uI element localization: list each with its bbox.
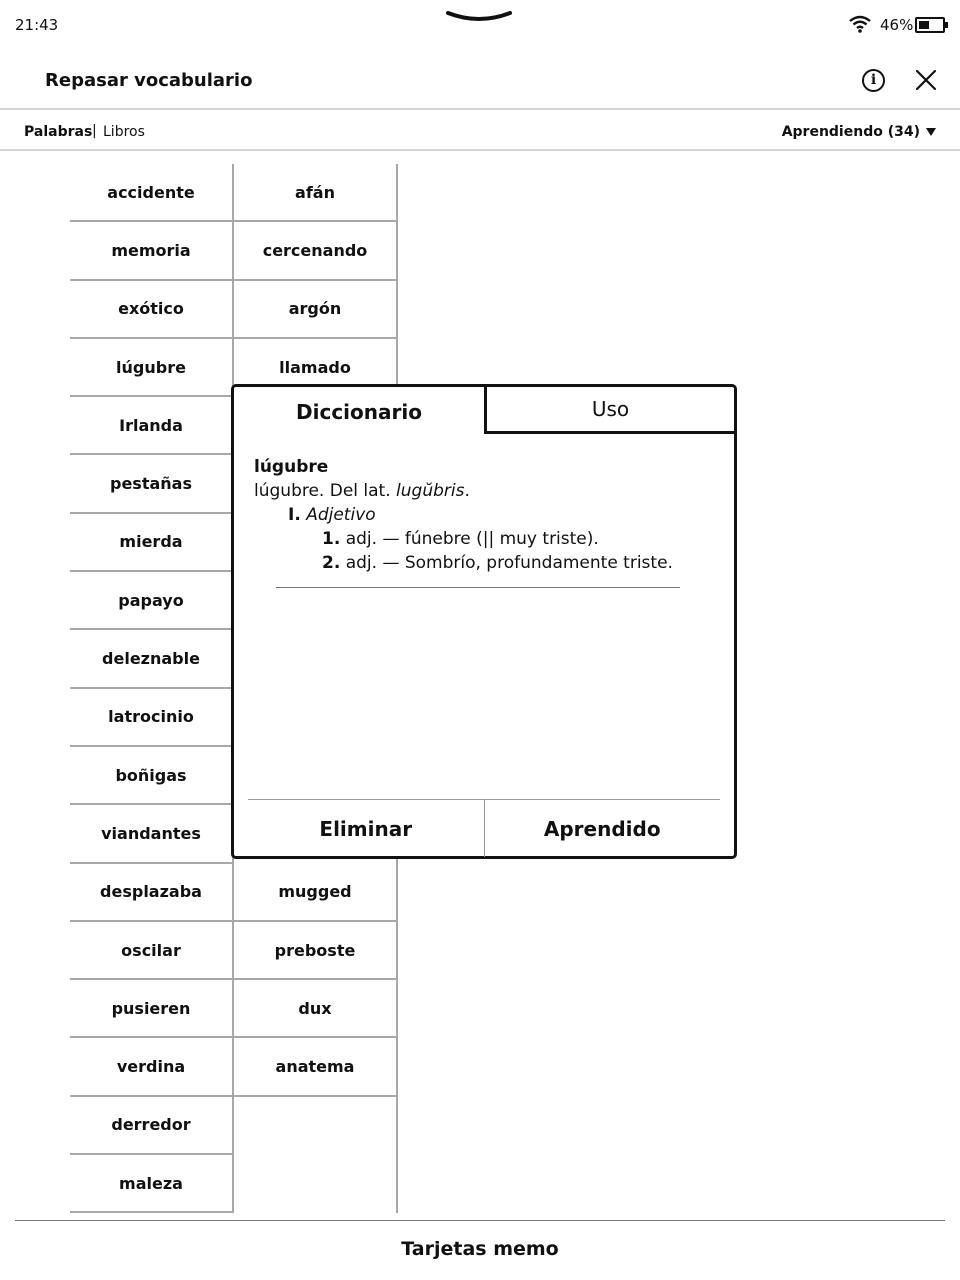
battery-icon: [915, 17, 945, 33]
page-title: Repasar vocabulario: [45, 70, 253, 91]
word-card[interactable]: viandantes: [70, 805, 234, 863]
word-card[interactable]: maleza: [70, 1155, 234, 1213]
word-row: [70, 922, 398, 980]
footer: [15, 1220, 945, 1280]
sense-2: [254, 551, 714, 575]
pull-down-chevron-icon[interactable]: [446, 10, 512, 24]
word-card[interactable]: mugged: [234, 864, 398, 922]
triangle-down-icon: [926, 128, 936, 136]
status-bar: [0, 0, 960, 50]
sense-1: [254, 527, 714, 551]
mark-learned-button[interactable]: Aprendido: [484, 800, 721, 857]
sense-number: 2.: [322, 553, 341, 573]
word-row: [70, 980, 398, 1038]
pos-label: Adjetivo: [306, 505, 376, 525]
delete-button[interactable]: Eliminar: [319, 816, 413, 841]
flashcards-button[interactable]: Tarjetas memo: [401, 1238, 559, 1260]
tab-words[interactable]: Palabras: [24, 124, 93, 140]
status-filter-label: Aprendiendo (34): [781, 124, 920, 140]
etymology-suffix: .: [464, 481, 470, 501]
word-row: [70, 864, 398, 922]
definition-etymology: [254, 479, 714, 503]
word-card[interactable]: memoria: [70, 222, 234, 280]
battery-percent: 46%: [880, 16, 914, 34]
close-icon[interactable]: [913, 67, 939, 93]
tab-books[interactable]: Libros: [103, 124, 145, 140]
battery-level-fill: [919, 21, 929, 29]
word-card[interactable]: mierda: [70, 514, 234, 572]
etymology-latin-word: lugŭbris: [396, 481, 465, 501]
sense-text: adj. — Sombrío, profundamente triste.: [345, 553, 673, 573]
word-row: [70, 1155, 398, 1213]
word-card[interactable]: llamado: [234, 339, 398, 397]
sense-number: 1.: [322, 529, 341, 549]
word-card[interactable]: pestañas: [70, 455, 234, 513]
word-card[interactable]: deleznable: [70, 630, 234, 688]
word-card[interactable]: afán: [234, 164, 398, 222]
definition-divider: [276, 587, 680, 588]
word-card[interactable]: latrocinio: [70, 689, 234, 747]
word-card[interactable]: oscilar: [70, 922, 234, 980]
word-card[interactable]: lúgubre: [70, 339, 234, 397]
empty-cell: [234, 1097, 398, 1155]
word-card[interactable]: argón: [234, 281, 398, 339]
word-card[interactable]: accidente: [70, 164, 234, 222]
word-card[interactable]: desplazaba: [70, 864, 234, 922]
word-card[interactable]: anatema: [234, 1038, 398, 1096]
word-row: [70, 222, 398, 280]
word-card[interactable]: cercenando: [234, 222, 398, 280]
dictionary-popup: [231, 384, 737, 859]
tab-dictionary[interactable]: Diccionario: [296, 400, 422, 424]
word-row: [70, 1038, 398, 1096]
part-of-speech: [254, 503, 714, 527]
word-card[interactable]: boñigas: [70, 747, 234, 805]
pos-number: I.: [288, 505, 301, 525]
status-filter-dropdown[interactable]: [782, 124, 936, 140]
tab-separator: |: [92, 123, 97, 139]
word-card[interactable]: preboste: [234, 922, 398, 980]
word-card[interactable]: Irlanda: [70, 397, 234, 455]
wifi-icon: [849, 15, 871, 33]
word-card[interactable]: papayo: [70, 572, 234, 630]
info-icon[interactable]: i: [862, 69, 885, 92]
tab-usage[interactable]: Uso: [484, 387, 734, 434]
word-row: [70, 164, 398, 222]
sense-text: adj. — fúnebre (|| muy triste).: [345, 529, 599, 549]
definition-content: [254, 455, 714, 575]
status-time: 21:43: [15, 16, 59, 34]
definition-headword: lúgubre: [254, 457, 329, 477]
word-card[interactable]: dux: [234, 980, 398, 1038]
filter-bar: [0, 111, 960, 151]
empty-cell: [234, 1155, 398, 1213]
word-card[interactable]: exótico: [70, 281, 234, 339]
word-row: [70, 281, 398, 339]
title-bar: [0, 52, 960, 110]
popup-actions: [248, 799, 720, 857]
etymology-prefix: lúgubre. Del lat.: [254, 481, 397, 501]
word-card[interactable]: verdina: [70, 1038, 234, 1096]
word-card[interactable]: derredor: [70, 1097, 234, 1155]
word-card[interactable]: pusieren: [70, 980, 234, 1038]
word-row: [70, 1097, 398, 1155]
